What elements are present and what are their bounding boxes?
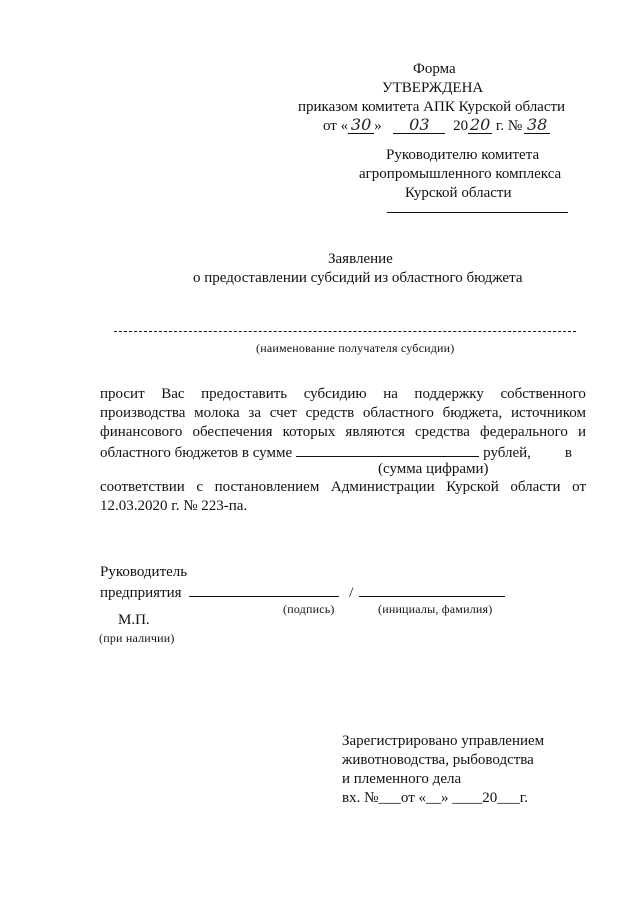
order-date-line: [323, 117, 550, 136]
number-label: г. №: [495, 118, 523, 134]
signature-role-line-1: Руководитель: [100, 564, 188, 580]
registration-line-3: и племенного дела: [342, 771, 462, 787]
form-label: Форма: [413, 61, 456, 77]
body-word: предоставить: [201, 386, 288, 402]
approved-label: УТВЕРЖДЕНА: [382, 80, 484, 96]
signature-line: [189, 582, 339, 597]
body-line-6: 12.03.2020 г. № 223-па.: [100, 498, 248, 514]
date-month: 03: [393, 117, 445, 134]
body-word: Вас: [161, 386, 185, 402]
registration-line-4: вх. №___от «__» ____20___г.: [342, 790, 528, 806]
body-word: поддержку: [414, 386, 484, 402]
year-prefix: 20: [453, 118, 469, 134]
body-line-4: [100, 442, 586, 463]
stamp-note: (при наличии): [99, 631, 175, 645]
body-word: собственного: [500, 386, 586, 402]
registration-line-2: животноводства, рыбоводства: [342, 752, 534, 768]
number-value: 38: [524, 117, 550, 134]
initials-line: [359, 582, 505, 597]
signature-caption: (подпись): [283, 602, 335, 616]
date-prefix: от «: [323, 118, 349, 134]
body-word: субсидию: [303, 386, 367, 402]
date-day: 30: [348, 117, 374, 134]
order-line: приказом комитета АПК Курской области: [298, 99, 566, 115]
initials-caption: (инициалы, фамилия): [378, 602, 493, 616]
sum-caption: (сумма цифрами): [378, 461, 489, 477]
signature-role-line-2: предприятия: [100, 585, 182, 601]
body-word: просит: [100, 386, 145, 402]
body-line-3: финансового обеспечения которых являются средства федерального и: [100, 424, 586, 440]
document-subtitle: о предоставлении субсидий из областного бюджета: [193, 270, 523, 286]
registration-line-1: Зарегистрировано управлением: [342, 733, 545, 749]
date-day-close: »: [374, 118, 382, 134]
body-line-2: производства молока за счет средств областного бюджета, источником: [100, 405, 586, 421]
addressee-line-3: Курской области: [405, 185, 512, 201]
year-suffix: 20: [469, 115, 491, 134]
addressee-line-2: агропромышленного комплекса: [359, 166, 562, 182]
stamp-label: М.П.: [118, 612, 150, 628]
body-line-1: [100, 385, 586, 404]
addressee-name-line: [387, 212, 568, 213]
signature-slash: /: [349, 585, 354, 601]
body-line-4-tail: в: [564, 445, 572, 461]
body-word: на: [383, 386, 398, 402]
document-title: Заявление: [328, 251, 393, 267]
sum-input-line: [296, 442, 479, 457]
recipient-caption: (наименование получателя субсидии): [256, 341, 455, 355]
sum-unit: рублей,: [483, 445, 531, 461]
addressee-line-1: Руководителю комитета: [386, 147, 540, 163]
sum-prefix: областного бюджетов в сумме: [100, 445, 293, 461]
body-line-5: соответствии с постановлением Администрации Курской области от: [100, 479, 586, 495]
recipient-name-line: [114, 331, 576, 332]
